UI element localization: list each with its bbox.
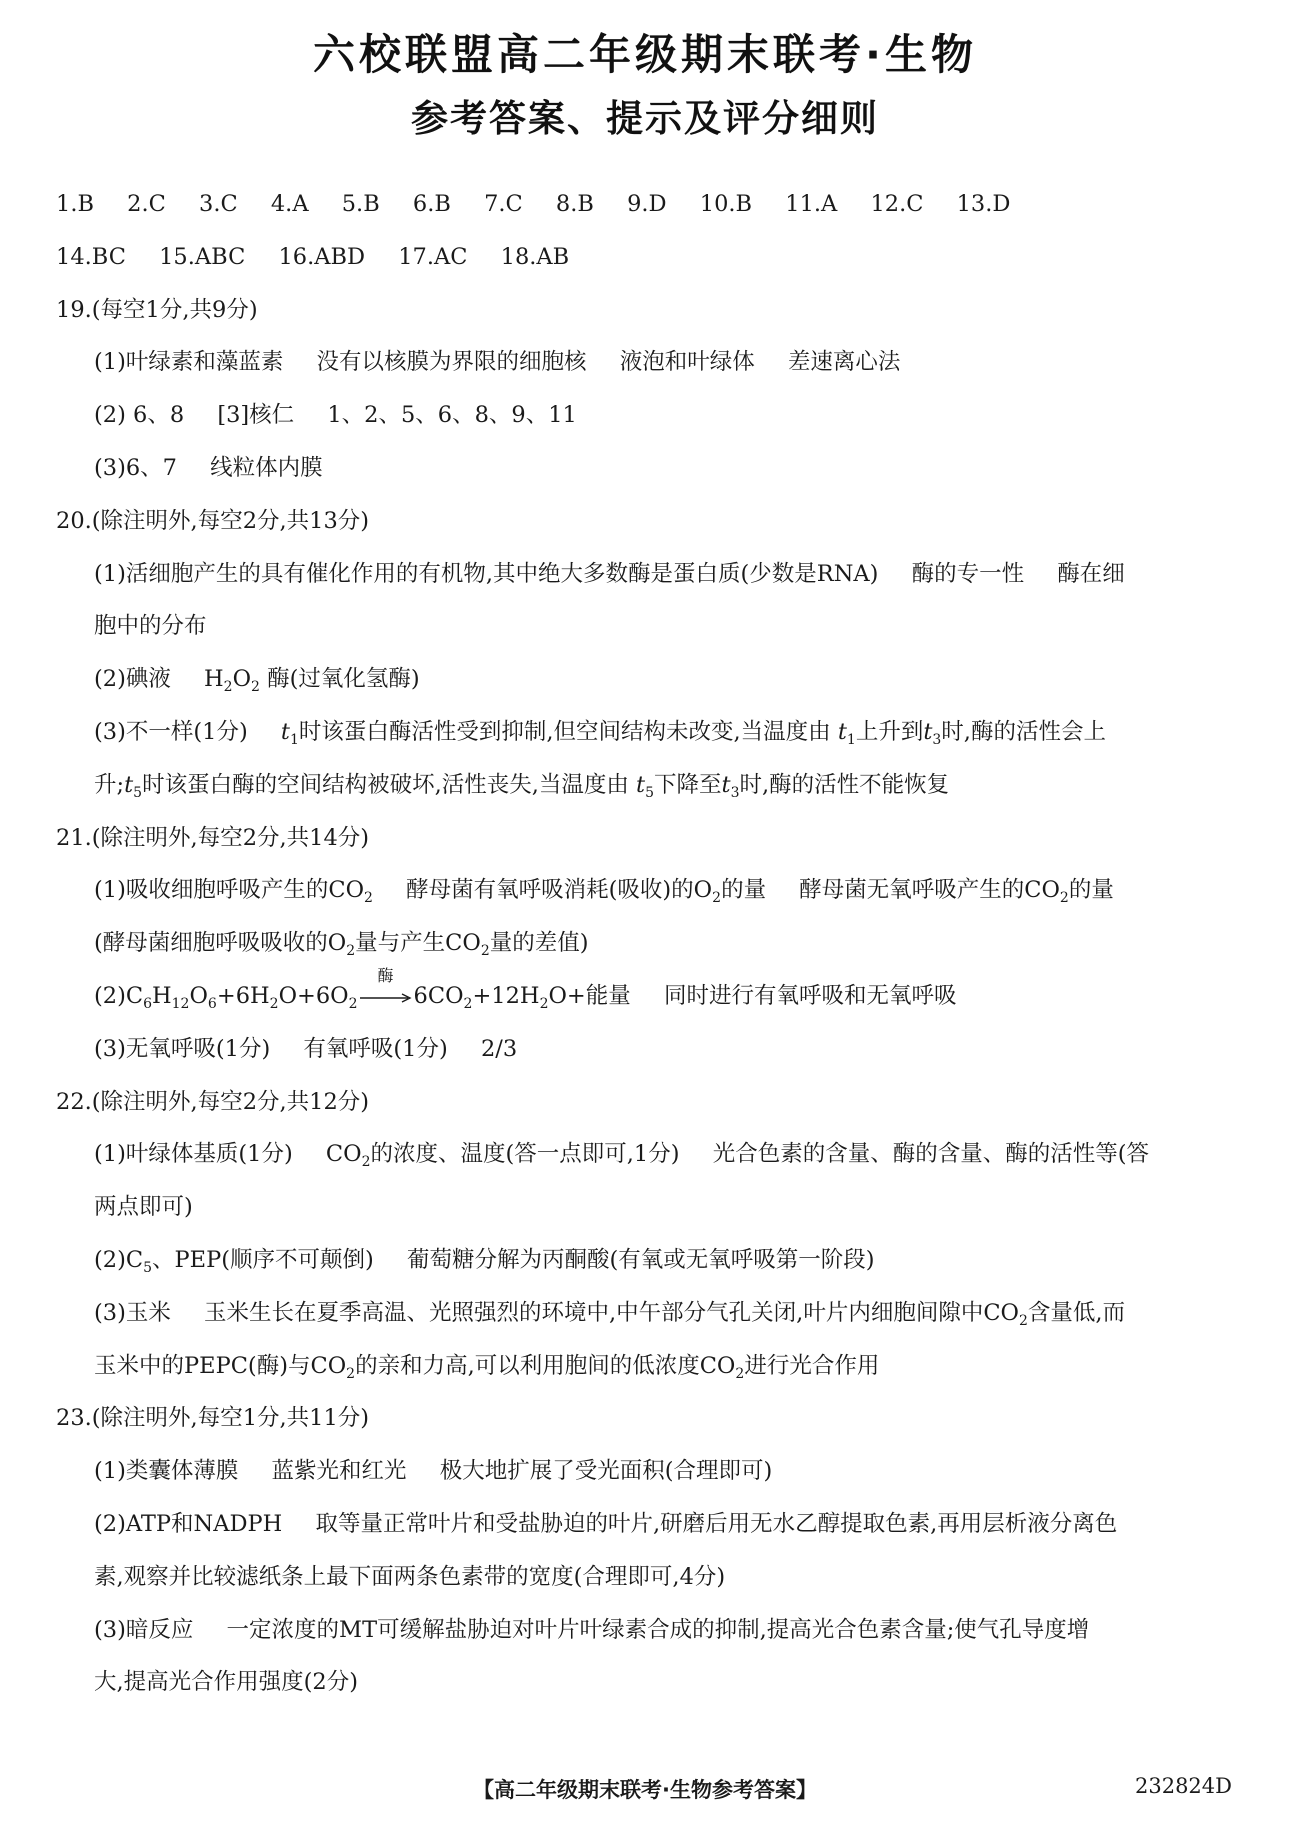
question-20-part-1 [56,548,1236,601]
answer-text: [3]核仁 [217,402,295,429]
answer-text: 1、2、5、6、8、9、11 [327,402,577,429]
answer-text: 蓝紫光和红光 [271,1458,407,1485]
answer-item: 5.B [341,191,380,217]
question-23-header: 23.(除注明外,每空1分,共11分) [56,1405,370,1432]
question-19-header: 19.(每空1分,共9分) [56,296,258,323]
answer-text: (2)碘液 [94,666,171,693]
answer-item: 14.BC [56,243,126,270]
question-19-part-3 [56,442,1236,495]
answer-item: 16.ABD [278,243,366,270]
answer-item: 17.AC [398,243,468,270]
answer-item: 13.D [956,191,1011,217]
question-20-part-3-cont: 升$;t_5$时该蛋白酶的空间结构被破坏,活性丧失,当温度由 $t_5$下降至$t_3$时,酶的活性不能恢复 [94,771,950,801]
answer-text: (3)6、7 [94,454,178,481]
answer-text: (1)活细胞产生的具有催化作用的有机物,其中绝大多数酶是蛋白质(少数是RNA) [94,560,879,587]
answer-item: 3.C [199,191,238,217]
answer-item: 18.AB [500,243,570,270]
answer-item: 7.C [484,191,523,217]
question-23-part-1 [56,1445,1236,1498]
question-21-part-2 [56,965,1236,1023]
question-21-part-1: (1)吸收细胞呼吸产生的$CO_2$ 酵母菌有氧呼吸消耗(吸收)的$O_2$的量 酵母菌无氧呼吸产生的$CO_2$的量 [94,877,1114,907]
answer-text: (1)叶绿素和藻蓝素 [94,349,284,376]
answer-text: 没有以核膜为界限的细胞核 [316,349,587,376]
answer-text: (1)类囊体薄膜 [94,1458,239,1485]
answer-text: 差速离心法 [787,349,901,376]
question-22-part-2: $(2)C_5$、PEP(顺序不可颠倒) 葡萄糖分解为丙酮酸(有氧或无氧呼吸第一阶段) [94,1246,875,1276]
reaction-equation: $(2)C_6H_{12}O_6+6H_2O+6O_2$ 酶 $6CO_2+12H_2O+$能量 [94,965,631,1012]
answer-body [56,178,1236,1709]
answer-item: 4.A [270,191,309,217]
question-23-part-2-cont: 素,观察并比较滤纸条上最下面两条色素带的宽度(合理即可,4分) [94,1563,726,1590]
question-23-part-2: (2)ATP和NADPH 取等量正常叶片和受盐胁迫的叶片,研磨后用无水乙醇提取色素,再用层析液分离色 [94,1510,1118,1537]
answer-item: 11.A [785,191,838,217]
question-20-part-1-cont: 胞中的分布 [94,613,207,640]
document-title: 六校联盟高二年级期末联考·生物 [313,30,977,79]
document-subtitle: 参考答案、提示及评分细则 [411,97,879,140]
answer-text: (3)不一样(1分) [94,718,248,745]
answer-text: 2/3 [480,1035,518,1062]
question-19-part-2 [56,389,1236,442]
question-22-part-3-cont: 玉米中的PEPC(酶)与$CO_2$的亲和力高,可以利用胞间的低浓度$CO_2$进行光合作用 [94,1352,880,1382]
question-20-part-2 [56,653,1236,706]
document-code: 232824D [1134,1774,1232,1798]
answer-text: 有氧呼吸(1分) [303,1035,448,1062]
question-22-header: 22.(除注明外,每空2分,共12分) [56,1088,370,1115]
question-20-part-3: (3)不一样(1分) $t_1$时该蛋白酶活性受到抑制,但空间结构未改变,当温度由 $t_1$上升到$t_3$时,酶的活性会上 [94,718,1106,748]
choice-answers-row-2 [56,231,1236,284]
question-22-part-1: (1)叶绿体基质(1分) $CO_2$的浓度、温度(答一点即可,1分) 光合色素的含量、酶的含量、酶的活性等(答 [94,1141,1149,1171]
formula: $H_2O_2$ 酶(过氧化氢酶) [204,666,420,696]
answer-text: (3)无氧呼吸(1分) [94,1035,271,1062]
answer-text: 线粒体内膜 [210,454,323,481]
question-21-part-3 [56,1023,1236,1076]
answer-text: 同时进行有氧呼吸和无氧呼吸 [663,982,957,1009]
answer-item: 15.ABC [159,243,246,270]
answer-item: 9.D [627,191,667,217]
answer-item: 12.C [870,191,924,217]
answer-text: 极大地扩展了受光面积(合理即可) [439,1458,773,1485]
answer-text: 酶的专一性 [911,560,1025,587]
question-22-part-1-cont: 两点即可) [94,1194,193,1221]
question-23-part-3: (3)暗反应 一定浓度的MT可缓解盐胁迫对叶片叶绿素合成的抑制,提高光合色素含量;使气孔导度增 [94,1616,1090,1643]
reaction-arrow [360,965,412,1007]
question-19-part-1 [56,336,1236,389]
question-22-part-3: (3)玉米 玉米生长在夏季高温、光照强烈的环境中,中午部分气孔关闭,叶片内细胞间隙中$CO_2$含量低,而 [94,1299,1126,1329]
answer-item: 8.B [555,191,594,217]
answer-item: 6.B [412,191,451,217]
answer-item: 2.C [127,191,166,217]
question-20-header: 20.(除注明外,每空2分,共13分) [56,507,370,534]
answer-text: (2) 6、8 [94,402,185,429]
choice-answers-row-1 [56,178,1236,231]
answer-item: 10.B [699,191,753,217]
enzyme-label: 酶 [377,965,394,985]
question-23-part-3-cont: 大,提高光合作用强度(2分) [94,1669,359,1696]
answer-item: 1.B [56,191,95,217]
footer-title: 【高二年级期末联考·生物参考答案】 [473,1778,817,1802]
question-21-header: 21.(除注明外,每空2分,共14分) [56,824,370,851]
answer-text: 液泡和叶绿体 [619,349,755,376]
question-21-part-1-cont: (酵母菌细胞呼吸吸收的$O_2$量与产生$CO_2$量的差值) [94,930,589,960]
answer-text: 酶在细 [1057,560,1125,587]
